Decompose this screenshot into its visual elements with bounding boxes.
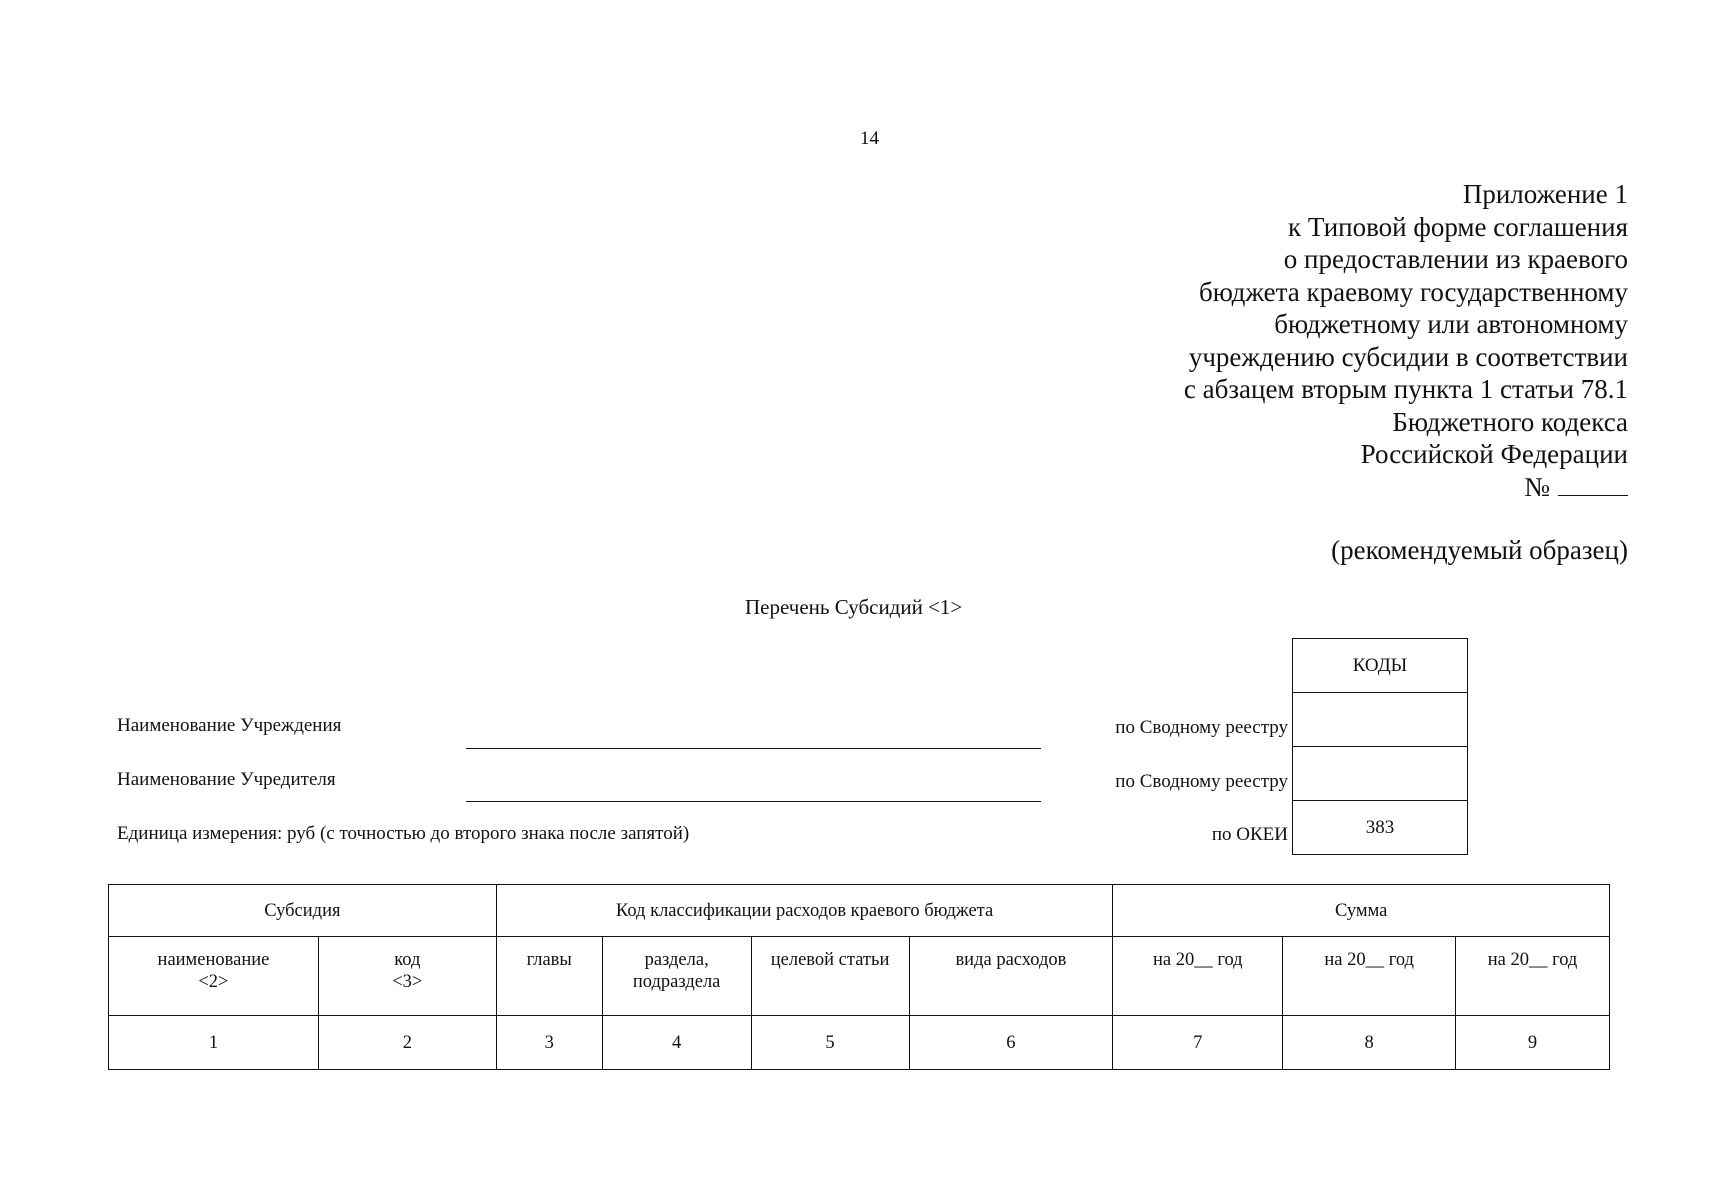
okei-code-cell: 383	[1365, 816, 1395, 838]
appendix-line: к Типовой форме соглашения	[1288, 211, 1628, 242]
appendix-line: Бюджетного кодекса	[1392, 406, 1628, 437]
recommended-sample-note: (рекомендуемый образец)	[1331, 535, 1628, 565]
column-header	[751, 937, 909, 1016]
table-column-header-row	[109, 937, 1610, 1016]
column-number: 3	[496, 1016, 602, 1070]
appendix-line: бюджетному или автономному	[1274, 309, 1628, 339]
institution-label: Наименование Учреждения	[117, 715, 342, 736]
table-row	[109, 1016, 1610, 1070]
column-header	[1113, 937, 1283, 1016]
column-number: 7	[1113, 1016, 1283, 1070]
column-header-line: на 20__ год	[1324, 950, 1414, 970]
appendix-line: с абзацем вторым пункта 1 статьи 78.1	[1183, 374, 1628, 404]
founder-line	[466, 801, 1041, 802]
column-header-line: раздела,	[644, 950, 709, 970]
column-header-line: главы	[526, 950, 572, 970]
registry-label-1: по Сводному реестру	[1115, 717, 1288, 738]
column-header	[109, 937, 319, 1016]
appendix-line: бюджета краевому государственному	[1199, 276, 1628, 307]
unit-label: Единица измерения: руб (с точностью до второго знака после запятой)	[117, 823, 690, 844]
column-header-line: на 20__ год	[1152, 950, 1243, 970]
registry-code-cell-2	[1293, 747, 1467, 801]
subsidies-table	[108, 884, 1610, 1070]
column-header-line: <2>	[198, 972, 229, 992]
column-number: 2	[318, 1016, 496, 1070]
group-header-classification: Код классификации расходов краевого бюджета	[496, 885, 1113, 937]
column-header-line: <3>	[392, 972, 423, 992]
codes-header: КОДЫ	[1293, 639, 1467, 693]
column-header-line: на 20__ год	[1487, 950, 1578, 970]
column-header	[1283, 937, 1456, 1016]
page-number: 14	[860, 128, 879, 149]
group-header-subsidy: Субсидия	[109, 885, 497, 937]
column-number: 4	[602, 1016, 751, 1070]
number-blank	[1558, 471, 1628, 496]
appendix-line: учреждению субсидии в соответствии	[1188, 341, 1628, 372]
appendix-number-line	[988, 471, 1628, 504]
column-number: 1	[109, 1016, 319, 1070]
column-header	[496, 937, 602, 1016]
column-header	[318, 937, 496, 1016]
column-header-line: подраздела	[632, 972, 721, 992]
okei-label: по ОКЕИ	[1211, 824, 1288, 845]
institution-line	[466, 748, 1041, 749]
column-header-line: целевой статьи	[770, 950, 890, 970]
column-header	[602, 937, 751, 1016]
list-title: Перечень Субсидий <1>	[745, 595, 963, 619]
number-sign: №	[1524, 471, 1550, 502]
registry-label-2: по Сводному реестру	[1115, 771, 1288, 792]
registry-code-cell-1	[1293, 693, 1467, 747]
appendix-line: Приложение 1	[1462, 179, 1628, 209]
appendix-line: о предоставлении из краевого	[1283, 244, 1628, 274]
appendix-line: Российской Федерации	[1360, 439, 1628, 469]
column-header	[909, 937, 1113, 1016]
column-number: 6	[909, 1016, 1113, 1070]
column-header-line: вида расходов	[955, 950, 1067, 970]
column-header-line: код	[394, 950, 421, 970]
column-header-line: наименование	[157, 950, 270, 970]
column-header	[1456, 937, 1610, 1016]
group-header-amount: Сумма	[1113, 885, 1610, 937]
column-number: 8	[1283, 1016, 1456, 1070]
column-number: 9	[1456, 1016, 1610, 1070]
founder-label: Наименование Учредителя	[117, 769, 336, 790]
codes-box	[1292, 638, 1468, 855]
appendix-heading	[988, 178, 1628, 503]
column-number: 5	[751, 1016, 909, 1070]
table-group-header-row	[109, 885, 1610, 937]
